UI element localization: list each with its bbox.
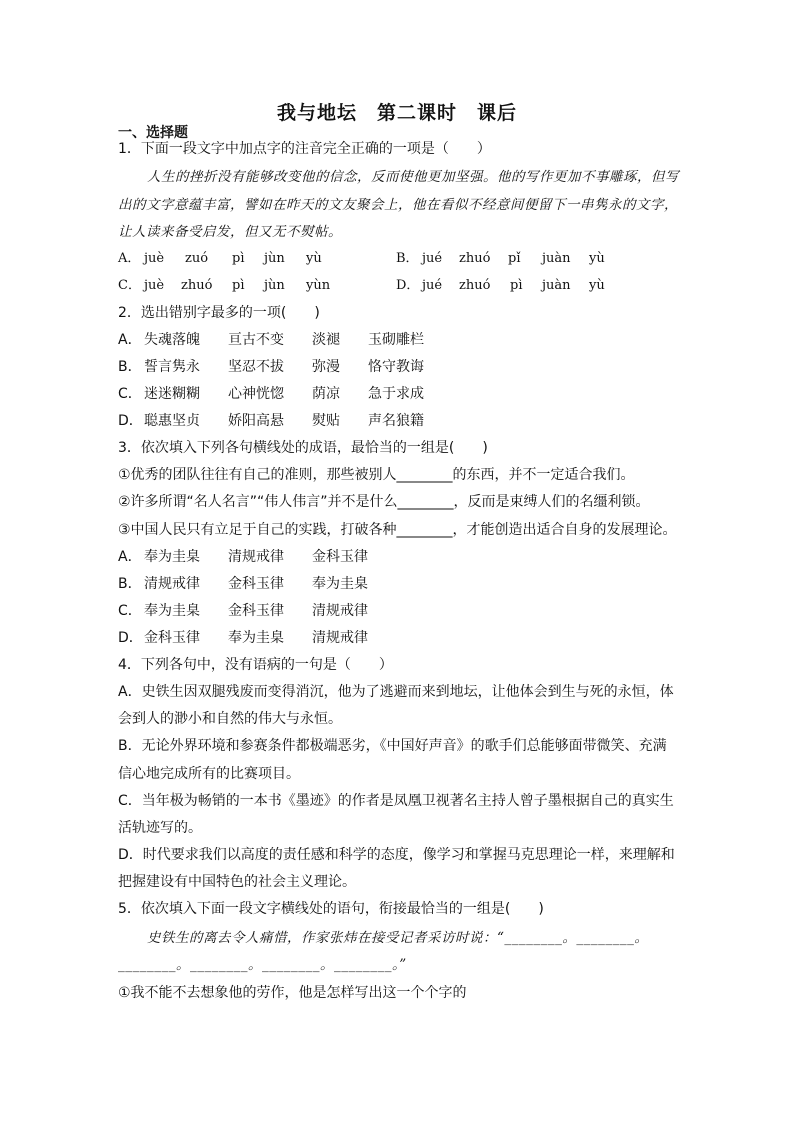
question-2-option-c[interactable] [118,384,424,404]
option-label: C． [118,278,141,293]
question-3-option-a[interactable] [118,547,368,567]
option-item: 金科玉律 [312,549,368,565]
option-item: juàn [542,278,571,293]
option-label: B． [396,251,419,266]
question-3-option-c[interactable] [118,601,368,621]
option-item: 清规戒律 [144,576,200,592]
option-item: yùn [306,278,331,293]
question-2-option-a[interactable] [118,330,424,350]
question-3-sentence-2: ②许多所谓“名人名言”“伟人伟言”并不是什么________，反而是束缚人们的名缰利锁。 [118,494,650,510]
question-4-line-8: 把握建设有中国特色的社会主义理论。 [118,874,356,890]
option-item: jùn [264,278,285,293]
option-label: B． [118,359,142,375]
option-item: pì [232,251,245,266]
option-item: 急于求成 [368,386,424,402]
question-1-option-c[interactable] [118,276,331,296]
option-item: jué [422,278,443,293]
section-heading: 一、选择题 [118,125,188,141]
option-item: 金科玉律 [144,630,200,646]
option-item: 心神恍惚 [228,386,284,402]
question-1-option-a[interactable] [118,249,322,269]
question-2-option-b[interactable] [118,357,424,377]
option-label: A． [118,332,142,348]
option-item: jué [422,251,443,266]
question-1-option-d[interactable] [396,276,605,296]
option-item: 金科玉律 [228,603,284,619]
option-item: zhuó [459,278,491,293]
option-item: 聪惠坚贞 [144,413,200,429]
question-3-sentence-3: ③中国人民只有立足于自己的实践，打破各种________，才能创造出适合自身的发展理论。 [118,522,677,538]
option-item: jùn [264,251,285,266]
question-1-passage-line-3: 让人读来备受启发，但又无不熨帖。 [118,224,342,240]
option-item: pì [232,278,245,293]
question-3-sentence-1: ①优秀的团队往往有自己的准则，那些被别人________的东西，并不一定适合我们。 [118,467,635,483]
option-item: zuó [185,251,209,266]
question-4-line-5: C．当年极为畅销的一本书《墨迹》的作者是凤凰卫视著名主持人曾子墨根据自己的真实生 [118,793,674,809]
question-2-stem: 2．选出错别字最多的一项( ) [118,305,320,321]
page-title: 我与地坛 第二课时 课后 [276,102,517,124]
option-label: D． [118,413,143,429]
option-label: A． [118,251,141,266]
option-item: juè [144,251,165,266]
question-4-line-2: 会到人的渺小和自然的伟大与永恒。 [118,711,342,727]
option-item: 清规戒律 [228,549,284,565]
question-4-line-7: D．时代要求我们以高度的责任感和科学的态度，像学习和掌握马克思理论一样，来理解和 [118,847,675,863]
option-label: C． [118,603,142,619]
option-item: 恪守教诲 [368,359,424,375]
option-item: 弥漫 [312,359,340,375]
option-item: 娇阳高悬 [228,413,284,429]
option-item: 声名狼籍 [368,413,424,429]
question-5-passage-line-1: 史铁生的离去令人痛惜，作家张炜在接受记者采访时说：“________。________。 [147,930,649,946]
option-item: juàn [542,251,571,266]
option-item: pǐ [508,251,521,266]
option-item: 迷迷糊糊 [144,386,200,402]
option-item: zhuó [459,251,491,266]
option-item: 清规戒律 [312,630,368,646]
question-1-option-b[interactable] [396,249,605,269]
option-item: juè [144,278,165,293]
question-4-line-6: 活轨迹写的。 [118,820,202,836]
option-label: A． [118,549,142,565]
question-3-stem: 3．依次填入下列各句横线处的成语，最恰当的一组是( ) [118,440,488,456]
option-label: C． [118,386,142,402]
option-item: 奉为圭臬 [144,549,200,565]
option-item: 玉砌雕栏 [368,332,424,348]
question-5-item-1: ①我不能不去想象他的劳作，他是怎样写出这一个个字的 [118,985,467,1001]
question-4-stem: 4．下列各句中，没有语病的一句是（ ） [118,657,393,673]
option-item: 金科玉律 [228,576,284,592]
option-item: zhuó [181,278,213,293]
question-4-line-3: B．无论外界环境和参赛条件都极端恶劣，《中国好声音》的歌手们总能够面带微笑、充满 [118,738,667,754]
question-1-passage-line-1: 人生的挫折没有能够改变他的信念，反而使他更加坚强。他的写作更加不事雕琢，但写 [147,169,679,185]
option-item: 坚忍不拔 [228,359,284,375]
question-5-stem: 5．依次填入下面一段文字横线处的语句，衔接最恰当的一组是( ) [118,901,544,917]
option-item: 荫凉 [312,386,340,402]
option-item: yù [589,251,605,266]
option-label: D． [118,630,143,646]
option-item: 清规戒律 [312,603,368,619]
option-item: 奉为圭臬 [312,576,368,592]
question-5-passage-line-2: ________。________。________。________。” [118,957,407,973]
question-3-option-d[interactable] [118,628,368,648]
option-item: 熨贴 [312,413,340,429]
question-1-passage-line-2: 出的文字意蕴丰富，譬如在昨天的文友聚会上，他在看似不经意间便留下一串隽永的文字， [118,197,678,213]
option-item: yù [589,278,605,293]
option-label: B． [118,576,142,592]
question-1-stem: 1．下面一段文字中加点字的注音完全正确的一项是（ ） [118,141,491,157]
option-item: 誓言隽永 [144,359,200,375]
option-item: 失魂落魄 [144,332,200,348]
question-4-line-1: A．史铁生因双腿残废而变得消沉，他为了逃避而来到地坛，让他体会到生与死的永恒，体 [118,684,674,700]
option-label: D． [396,278,420,293]
option-item: 奉为圭臬 [228,630,284,646]
option-item: pì [510,278,523,293]
question-2-option-d[interactable] [118,411,424,431]
question-3-option-b[interactable] [118,574,368,594]
option-item: yù [306,251,322,266]
question-4-line-4: 信心地完成所有的比赛项目。 [118,766,300,782]
option-item: 亘古不变 [228,332,284,348]
option-item: 奉为圭臬 [144,603,200,619]
option-item: 淡褪 [312,332,340,348]
